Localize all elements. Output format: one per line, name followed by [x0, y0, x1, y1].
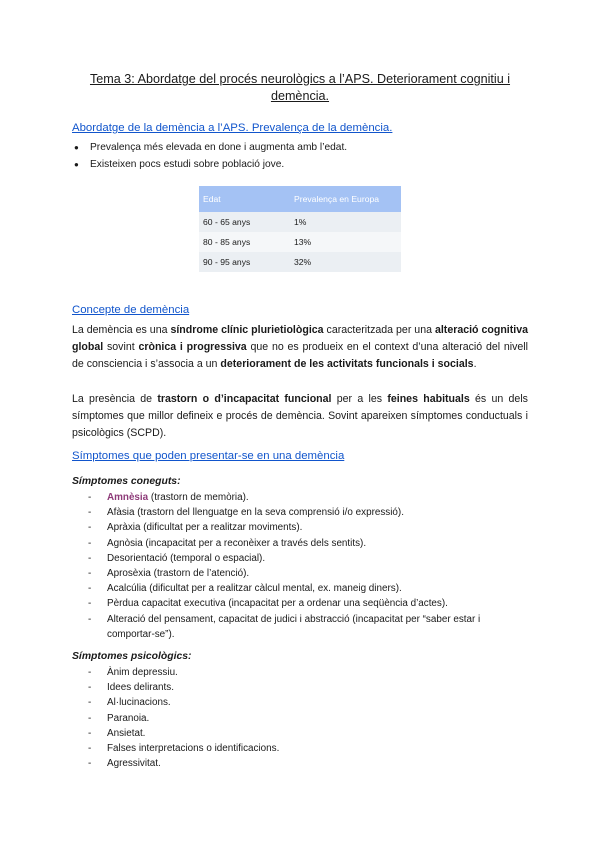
text-run: La demència es una: [72, 324, 171, 336]
document-title: Tema 3: Abordatge del procés neurològics a l’APS. Deteriorament cognitiu i demència.: [89, 72, 511, 103]
table-cell-prevalence: 1%: [290, 212, 401, 232]
list-item: [88, 490, 528, 505]
bold-term: síndrome clínic plurietiològica: [170, 324, 324, 336]
list-item-text: (trastorn de memòria).: [148, 492, 249, 503]
prevalence-bullet-list: [72, 140, 347, 173]
table-row: [199, 212, 401, 232]
bold-term: alteració cognitiva global: [72, 324, 528, 353]
section-heading-prevalence: Abordatge de la demència a l’APS. Prevalença de la demència.: [72, 122, 393, 134]
psych-symptoms-list: [88, 665, 528, 771]
table-header-age: Edat: [199, 186, 290, 212]
text-run: és un dels símptomes que millor defineix e procés de demència. Sovint apareixen símptomes conductuals i psicològics (SCPD).: [72, 393, 528, 439]
table-header-row: [199, 186, 401, 212]
text-run: caracteritzada per una: [323, 324, 435, 336]
text-run: sovint: [103, 341, 139, 353]
concept-paragraph-2: [72, 391, 528, 442]
known-symptoms-title: Símptomes coneguts:: [72, 476, 181, 487]
bold-term: crònica i progressiva: [138, 341, 247, 353]
text-run: .: [473, 358, 477, 370]
concept-paragraph-1: [72, 322, 528, 373]
table-row: [199, 252, 401, 272]
list-item: - Agnòsia (incapacitat per a reconèixer a través dels sentits).: [88, 536, 528, 551]
table-cell-age: 90 - 95 anys: [199, 252, 290, 272]
list-item: - Ansietat.: [88, 726, 528, 741]
list-item: - Afàsia (trastorn del llenguatge en la seva comprensió i/o expressió).: [88, 505, 528, 520]
table-cell-age: 80 - 85 anys: [199, 232, 290, 252]
list-item: - Apràxia (dificultat per a realitzar moviments).: [88, 520, 528, 535]
text-run: La presència de: [72, 393, 158, 405]
list-item: - Acalcúlia (dificultat per a realitzar càlcul mental, ex. maneig diners).: [88, 581, 528, 596]
text-run: que no es produeix en el context d’una alteració del nivell de consciencia i s’associa a un: [72, 341, 529, 370]
section-heading-concept: Concepte de demència: [72, 304, 190, 316]
list-item: - Idees delirants.: [88, 680, 528, 695]
table-cell-prevalence: 13%: [290, 232, 401, 252]
list-item: - Alteració del pensament, capacitat de judici i abstracció (incapacitat per “saber estar i comportar-se”).: [88, 612, 528, 642]
amnesia-term: Amnèsia: [107, 492, 149, 503]
list-item: - Paranoia.: [88, 711, 528, 726]
section-heading-symptoms: Símptomes que poden presentar-se en una demència: [72, 450, 345, 462]
bold-term: trastorn o d’incapacitat funcional: [157, 393, 332, 405]
list-item: - Pèrdua capacitat executiva (incapacitat per a ordenar una seqüència d’actes).: [88, 596, 528, 611]
bullet-item: ● Prevalença més elevada en done i augmenta amb l’edat.: [72, 140, 347, 157]
list-item: - Desorientació (temporal o espacial).: [88, 551, 528, 566]
table-cell-prevalence: 32%: [290, 252, 401, 272]
bullet-item: ● Existeixen pocs estudi sobre població jove.: [72, 157, 347, 174]
known-symptoms-list: [88, 490, 528, 642]
list-item: - Agressivitat.: [88, 756, 528, 771]
table-header-prevalence: Prevalença en Europa: [290, 186, 401, 212]
list-item: - Ànim depressiu.: [88, 665, 528, 680]
text-run: per a les: [331, 393, 388, 405]
table-cell-age: 60 - 65 anys: [199, 212, 290, 232]
table-row: [199, 232, 401, 252]
psych-symptoms-title: Símptomes psicològics:: [72, 651, 192, 662]
list-item: - Aprosèxia (trastorn de l’atenció).: [88, 566, 528, 581]
prevalence-table: [199, 186, 401, 272]
bold-term: deteriorament de les activitats funcionals i socials: [220, 358, 474, 370]
list-item: - Al·lucinacions.: [88, 695, 528, 710]
bold-term: feines habituals: [387, 393, 470, 405]
list-item: - Falses interpretacions o identificacions.: [88, 741, 528, 756]
